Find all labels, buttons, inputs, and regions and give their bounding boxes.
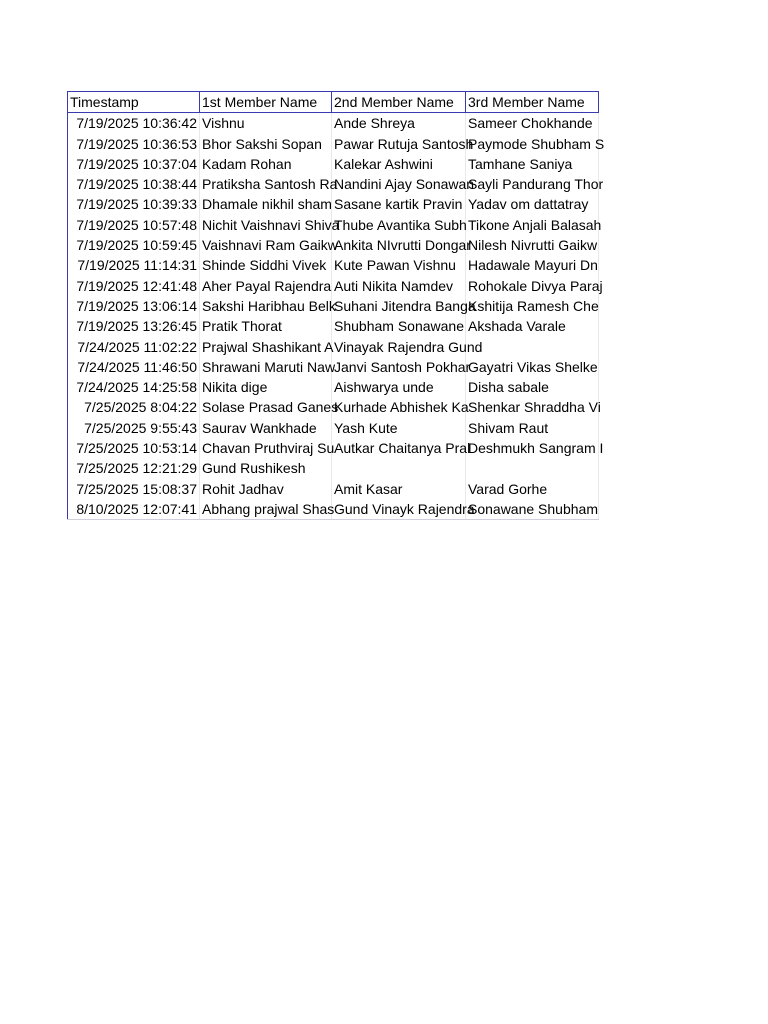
table-row: [68, 336, 599, 356]
timestamp-cell[interactable]: 7/25/2025 15:08:37: [68, 478, 200, 498]
first-member-cell[interactable]: Pratik Thorat: [200, 316, 332, 336]
timestamp-cell[interactable]: 7/24/2025 11:02:22: [68, 336, 200, 356]
second-member-cell[interactable]: Kalekar Ashwini: [332, 154, 466, 174]
third-member-cell[interactable]: Yadav om dattatray: [466, 194, 599, 214]
table-row: [68, 458, 599, 478]
third-member-cell[interactable]: Tikone Anjali Balasah: [466, 214, 599, 234]
table-row: [68, 499, 599, 520]
second-member-cell[interactable]: Thube Avantika Subh: [332, 214, 466, 234]
first-member-cell[interactable]: Vishnu: [200, 113, 332, 134]
second-member-cell[interactable]: Suhani Jitendra Banga: [332, 296, 466, 316]
first-member-cell[interactable]: Sakshi Haribhau Belk: [200, 296, 332, 316]
table-body: [68, 113, 605, 520]
timestamp-cell[interactable]: 7/19/2025 10:36:42: [68, 113, 200, 134]
third-member-cell[interactable]: Sayli Pandurang Thor: [466, 174, 599, 194]
third-member-cell[interactable]: Disha sabale: [466, 377, 599, 397]
first-member-cell[interactable]: Saurav Wankhade: [200, 417, 332, 437]
timestamp-cell[interactable]: 7/19/2025 12:41:48: [68, 275, 200, 295]
first-member-cell[interactable]: Abhang prajwal Shas: [200, 499, 332, 520]
table-row: [68, 255, 599, 275]
first-member-cell[interactable]: Gund Rushikesh: [200, 458, 332, 478]
timestamp-cell[interactable]: 7/19/2025 10:39:33: [68, 194, 200, 214]
header-cell-timestamp[interactable]: Timestamp: [68, 92, 200, 113]
third-member-cell[interactable]: Varad Gorhe: [466, 478, 599, 498]
timestamp-cell[interactable]: 7/25/2025 9:55:43: [68, 417, 200, 437]
timestamp-cell[interactable]: 7/19/2025 10:59:45: [68, 235, 200, 255]
table-row: [68, 235, 599, 255]
timestamp-cell[interactable]: 7/19/2025 10:38:44: [68, 174, 200, 194]
table-row: [68, 357, 599, 377]
second-member-cell[interactable]: Gund Vinayk Rajendra: [332, 499, 466, 520]
first-member-cell[interactable]: Pratiksha Santosh Ra: [200, 174, 332, 194]
spreadsheet: [67, 91, 605, 520]
first-member-cell[interactable]: Nikita dige: [200, 377, 332, 397]
timestamp-cell[interactable]: 7/24/2025 11:46:50: [68, 357, 200, 377]
third-member-cell[interactable]: Tamhane Saniya: [466, 154, 599, 174]
header-cell-1st-member[interactable]: 1st Member Name: [200, 92, 332, 113]
timestamp-cell[interactable]: 7/19/2025 10:57:48: [68, 214, 200, 234]
third-member-cell[interactable]: Nilesh Nivrutti Gaikw: [466, 235, 599, 255]
third-member-cell[interactable]: Deshmukh Sangram I: [466, 438, 599, 458]
second-member-cell[interactable]: Autkar Chaitanya Pral: [332, 438, 466, 458]
third-member-cell[interactable]: Rohokale Divya Paraj: [466, 275, 599, 295]
third-member-cell[interactable]: Hadawale Mayuri Dn: [466, 255, 599, 275]
second-member-cell[interactable]: Nandini Ajay Sonawan: [332, 174, 466, 194]
table-row: [68, 397, 599, 417]
first-member-cell[interactable]: Nichit Vaishnavi Shiva: [200, 214, 332, 234]
header-row: [68, 92, 599, 113]
second-member-cell[interactable]: Kurhade Abhishek Ka: [332, 397, 466, 417]
third-member-cell[interactable]: Gayatri Vikas Shelke: [466, 357, 599, 377]
second-member-cell[interactable]: Aishwarya unde: [332, 377, 466, 397]
first-member-cell[interactable]: Bhor Sakshi Sopan: [200, 133, 332, 153]
table-row: [68, 113, 599, 134]
second-member-cell[interactable]: Shubham Sonawane: [332, 316, 466, 336]
first-member-cell[interactable]: Shinde Siddhi Vivek: [200, 255, 332, 275]
table-row: [68, 316, 599, 336]
timestamp-cell[interactable]: 7/25/2025 12:21:29: [68, 458, 200, 478]
timestamp-cell[interactable]: 7/19/2025 10:36:53: [68, 133, 200, 153]
third-member-cell[interactable]: Paymode Shubham S: [466, 133, 599, 153]
first-member-cell[interactable]: Rohit Jadhav: [200, 478, 332, 498]
timestamp-cell[interactable]: 7/25/2025 10:53:14: [68, 438, 200, 458]
second-member-cell[interactable]: Vinayak Rajendra Gund: [332, 336, 466, 356]
third-member-cell[interactable]: Kshitija Ramesh Che: [466, 296, 599, 316]
first-member-cell[interactable]: Solase Prasad Ganes: [200, 397, 332, 417]
table-row: [68, 214, 599, 234]
third-member-cell[interactable]: Sonawane Shubham: [466, 499, 599, 520]
table-row: [68, 377, 599, 397]
second-member-cell[interactable]: Amit Kasar: [332, 478, 466, 498]
table-row: [68, 133, 599, 153]
first-member-cell[interactable]: Dhamale nikhil sham: [200, 194, 332, 214]
second-member-cell[interactable]: Kute Pawan Vishnu: [332, 255, 466, 275]
first-member-cell[interactable]: Shrawani Maruti Naw: [200, 357, 332, 377]
table-row: [68, 194, 599, 214]
responses-table: [67, 91, 605, 520]
table-row: [68, 174, 599, 194]
second-member-cell[interactable]: Ande Shreya: [332, 113, 466, 134]
table-row: [68, 154, 599, 174]
second-member-cell[interactable]: Ankita NIvrutti Dongar: [332, 235, 466, 255]
timestamp-cell[interactable]: 7/24/2025 14:25:58: [68, 377, 200, 397]
table-row: [68, 478, 599, 498]
third-member-cell[interactable]: Akshada Varale: [466, 316, 599, 336]
first-member-cell[interactable]: Aher Payal Rajendra: [200, 275, 332, 295]
first-member-cell[interactable]: Vaishnavi Ram Gaikw: [200, 235, 332, 255]
table-row: [68, 417, 599, 437]
second-member-cell[interactable]: Janvi Santosh Pokhar: [332, 357, 466, 377]
table-row: [68, 296, 599, 316]
third-member-cell[interactable]: [466, 458, 599, 478]
third-member-cell[interactable]: [466, 336, 599, 356]
second-member-cell[interactable]: Yash Kute: [332, 417, 466, 437]
header-cell-2nd-member[interactable]: 2nd Member Name: [332, 92, 466, 113]
third-member-cell[interactable]: Shenkar Shraddha Vi: [466, 397, 599, 417]
first-member-cell[interactable]: Prajwal Shashikant A: [200, 336, 332, 356]
first-member-cell[interactable]: Chavan Pruthviraj Su: [200, 438, 332, 458]
second-member-cell[interactable]: [332, 458, 466, 478]
second-member-cell[interactable]: Sasane kartik Pravin: [332, 194, 466, 214]
timestamp-cell[interactable]: 7/25/2025 8:04:22: [68, 397, 200, 417]
timestamp-cell[interactable]: 7/19/2025 13:26:45: [68, 316, 200, 336]
timestamp-cell[interactable]: 7/19/2025 11:14:31: [68, 255, 200, 275]
second-member-cell[interactable]: Auti Nikita Namdev: [332, 275, 466, 295]
timestamp-cell[interactable]: 7/19/2025 13:06:14: [68, 296, 200, 316]
header-cell-3rd-member[interactable]: 3rd Member Name: [466, 92, 599, 113]
third-member-cell[interactable]: Shivam Raut: [466, 417, 599, 437]
timestamp-cell[interactable]: 8/10/2025 12:07:41: [68, 499, 200, 520]
first-member-cell[interactable]: Kadam Rohan: [200, 154, 332, 174]
third-member-cell[interactable]: Sameer Chokhande: [466, 113, 599, 134]
table-row: [68, 275, 599, 295]
timestamp-cell[interactable]: 7/19/2025 10:37:04: [68, 154, 200, 174]
table-row: [68, 438, 599, 458]
second-member-cell[interactable]: Pawar Rutuja Santosh: [332, 133, 466, 153]
